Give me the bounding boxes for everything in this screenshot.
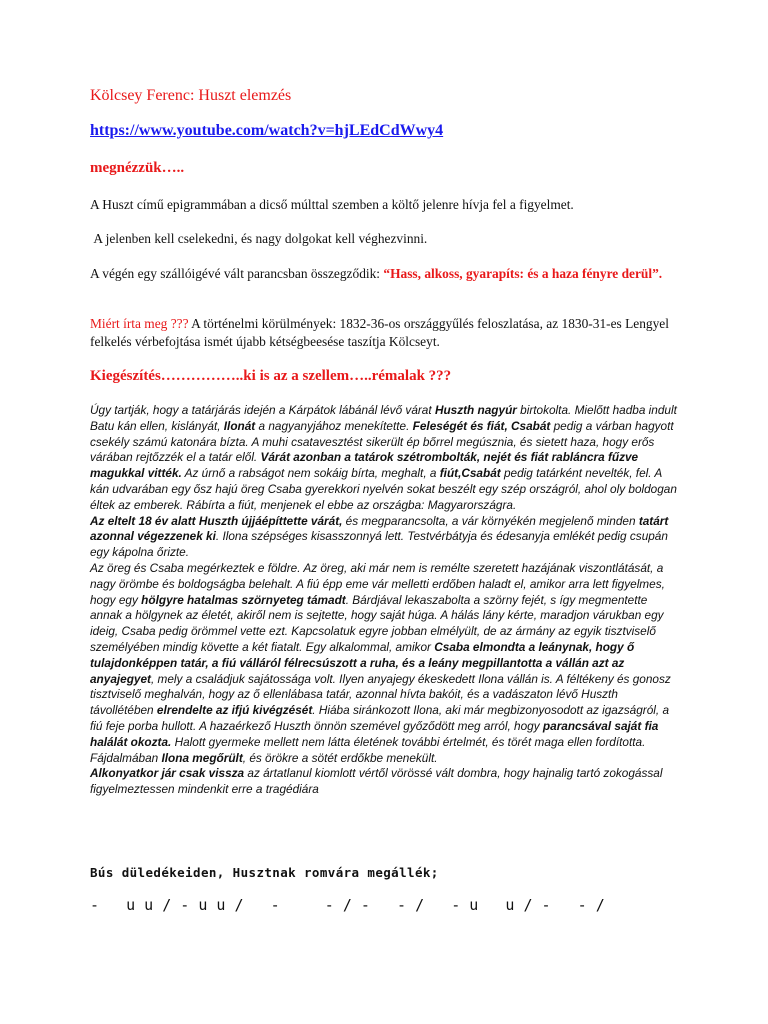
story-text: Úgy tartják, hogy a tatárjárás idején a Kárpátok lábánál lévő várat	[90, 403, 435, 417]
story-emphasis: Az eltelt 18 év alatt Huszth újjáépíttette várát,	[90, 513, 343, 528]
story-text: az ártatlanul kiomlott vértől vörössé vált dombra, hogy hajnalig tartó zokogással figyelmeztessen mindenkit erre a tragédiára	[90, 766, 663, 797]
paragraph-history	[90, 315, 680, 351]
story-emphasis: hölgyre hatalmas szörnyeteg támadt	[141, 592, 346, 607]
why-question: Miért írta meg ???	[90, 316, 189, 331]
metric-scheme: - u u / - u u / - - / - - / - u u / - - /	[90, 896, 605, 914]
story-text: és megparancsolta, a vár környékén megjelenő minden	[342, 513, 639, 528]
story-text: Az úrnő a rabságot nem sokáig bírta, meghalt, a	[181, 466, 440, 481]
story-text: pedig a várban hagyott csekély számú katonára bízta. A muhi csatavesztést sikerült ép bőrrel megúsznia, és sietett haza, hogy erős várában rejtőzzék el a tatár elől.	[90, 418, 674, 465]
story-text: Halott gyermeke mellett nem látta életének további értelmét, és törét maga ellen fordította. Fájdalmában	[90, 734, 646, 765]
story-emphasis: Feleségét és fiát, Csabát	[412, 418, 551, 433]
story-emphasis: Várát azonban a tatárok szétrombolták, nejét és fiát rabláncra fűzve magukkal vitték.	[90, 450, 639, 481]
youtube-link[interactable]: https://www.youtube.com/watch?v=hjLEdCdWwy4	[90, 122, 444, 139]
motto-quote: “Hass, alkoss, gyarapíts: és a haza fényre derül”.	[383, 266, 663, 281]
story-emphasis: Huszth nagyúr	[434, 403, 517, 417]
story-text: . Bárdjával lekaszabolta a szörny fejét, s így megmentette annak a hölgynek az életét, akiről nem is sejtette, hogy saját húga. A hálás lány kérte, maradjon várukban egy ideig, Csaba pedig örömmel vette ezt. Kapcsolatuk egyre jobban elmélyült, de az ármány az egyik tisztviselő személyében mindig követte a két fiatalt. Egy alkalommal, amikor	[90, 592, 664, 654]
paragraph-present-text: A jelenben kell cselekedni, és nagy dolgokat kell véghezvinni.	[93, 231, 428, 246]
story-emphasis: parancsával saját fia halálát okozta.	[90, 718, 659, 749]
story-emphasis: elrendelte az ifjú kivégzését	[156, 703, 313, 718]
story-text: . Ilona szépséges kisasszonnyá lett. Testvérbátyja és édesanyja emlékét pedig csupán egy kápolna őrizte.	[90, 529, 668, 560]
section-heading-supplement: Kiegészítés……………..ki is az a szellem…..rémalak ???	[90, 368, 452, 384]
story-text: a nagyanyjához menekítette.	[255, 418, 413, 433]
paragraph-motto	[90, 265, 680, 283]
story-text: , mely a családjuk sajátossága volt. Ilyen anyajegy ékeskedett Ilona vállán is. A féltékeny és gonosz tisztviselő meghalván, hogy az ő ellenlábasa tatár, azonnal hívta bakóit, és a vadászaton lévő Huszth távollétében	[90, 671, 671, 718]
story-emphasis: fiút,Csabát	[439, 466, 501, 481]
paragraph-intro: A Huszt című epigrammában a dicső múlttal szemben a költő jelenre hívja fel a figyelmet.	[90, 197, 574, 212]
legend-story	[90, 403, 680, 798]
page-title: Kölcsey Ferenc: Huszt elemzés	[90, 87, 292, 104]
story-text: pedig tatárként nevelték, fel. A kán udvarában egy ősz hajú öreg Csaba gyerekkori nyelvén sokat beszélt egy szép országról, ahol oly boldogan éltek az emberek. Rábírta a fiút, menjenek el ebbe az országba: Magyarországra.	[90, 466, 677, 512]
poem-first-line: Bús düledékeiden, Husztnak romvára megállék;	[90, 865, 439, 880]
subhead: megnézzük…..	[90, 160, 185, 176]
story-emphasis: Ilonát	[223, 418, 256, 433]
motto-lead: A végén egy szállóigévé vált parancsban összegződik:	[90, 266, 384, 281]
story-text: , és örökre a sötét erdőkbe menekült.	[242, 750, 438, 765]
story-emphasis: tatárt azonnal végezzenek ki	[90, 513, 669, 544]
story-text: birtokolta. Mielőtt hadba indult Batu kán ellen, kislányát,	[90, 403, 677, 433]
story-text: . Hiába siránkozott Ilona, aki már megbizonyosodott az igazságról, a fiú feje porba hullott. A hazaérkező Huszth önnön szemével győződött meg arról, hogy	[90, 703, 670, 733]
story-emphasis: Ilona megőrült	[161, 750, 243, 765]
paragraph-present	[90, 230, 680, 248]
story-emphasis: Csaba elmondta a leánynak, hogy ő tulajdonképpen tatár, a fiú válláról félrecsúszott a ruha, és a leány megpillantotta a vállán azt az anyajegyet	[90, 639, 635, 686]
story-emphasis: Alkonyatkor jár csak vissza	[90, 766, 245, 781]
story-text: Az öreg és Csaba megérkeztek e földre. Az öreg, aki már nem is remélte szeretett hazájának viszontlátását, a nagy örömbe és boldogságba belehalt. A fiú épp eme vár melletti erdőben haladt el, amikor arra lett figyelmes, hogy egy	[90, 560, 665, 607]
history-text: A történelmi körülmények: 1832-36-os országgyűlés feloszlatása, az 1830-31-es Lengyel felkelés vérbefojtása ismét újabb kétségbeesése taszítja Kölcseyt.	[90, 316, 669, 349]
